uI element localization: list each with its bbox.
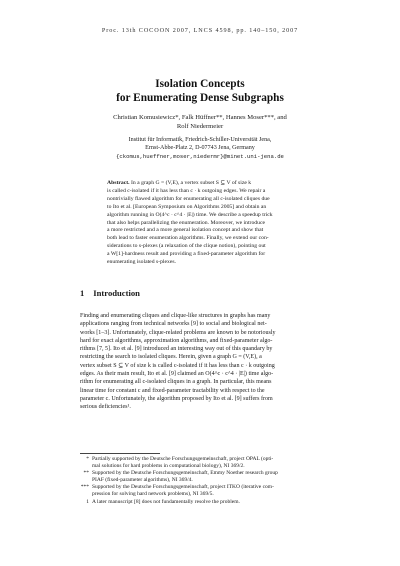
institute-line-1: Institut für Informatik, Friedrich-Schiller-Universität Jena, — [128, 137, 272, 143]
footnote: * Partially supported by the Deutsche Forschungsgemeinschaft, project OPAL (opti- mal solutions for hard problems in computational biology), NI 369/2. — [80, 456, 320, 470]
running-head: Proc. 13th COCOON 2007, LNCS 4598, pp. 140–150, 2007 — [101, 27, 299, 34]
abstract-line: enumerating isolated s-plexes. — [107, 259, 177, 266]
body-line: linear time for constant c and fixed-parameter tractability with respect to the — [80, 387, 265, 394]
paper-title — [0, 77, 400, 105]
footnote-mark: 1 — [86, 498, 89, 505]
body-line: serious deficiencies¹. — [80, 404, 131, 411]
abstract-line: both lead to faster enumeration algorithms. Finally, we extend our con- — [107, 235, 269, 242]
abstract-line: that also helps parallelizing the enumeration. Moreover, we introduce — [107, 219, 266, 226]
section-title: Introduction — [93, 288, 140, 298]
abstract-line: nontrivially flawed algorithm for enumerating all c-isolated cliques due — [107, 195, 270, 202]
body-line: vertex subset S ⊆ V of size k is called c-isolated if it has less than c · k outgoing — [80, 362, 275, 369]
abstract-line: Abstract. In a graph G = (V,E), a vertex subset S ⊆ V of size k — [107, 180, 252, 186]
abstract-line: a W[1]-hardness result and providing a fixed-parameter algorithm for — [107, 251, 266, 258]
body-line: edges. As their main result, Ito et al. [9] claimed an O(4^c · c^4 · |E|) time algo- — [80, 371, 274, 378]
title-line-2: for Enumerating Dense Subgraphs — [116, 92, 284, 104]
footnotes — [80, 456, 320, 506]
body-line: hard for exact algorithms, approximation algorithms, and fixed-parameter algo- — [80, 337, 273, 344]
body-line: applications ranging from technical networks [9] to social and biological net- — [80, 321, 267, 328]
abstract-line: to Ito et al. [European Symposium on Algorithms 2005] and obtain an — [107, 203, 267, 210]
author-emails: {ckomus,hueffner,moser,niedermr}@minet.uni-jena.de — [116, 152, 284, 160]
body-line: rithms [7, 5]. Ito et al. [9] introduced an interesting way out of this quandary by — [80, 346, 273, 353]
institute-line-2: Ernst-Abbe-Platz 2, D-07743 Jena, Germany — [145, 145, 255, 152]
abstract-line: algorithm running in O(4^c · c^4 · |E|) time. We describe a speedup trick — [107, 211, 273, 218]
footnote: *** Supported by the Deutsche Forschungsgemeinschaft, project ITKO (iterative com- pression for solving hard network problems), NI 369/5. — [80, 484, 274, 498]
introduction-text — [80, 312, 320, 412]
authors-line-2: Rolf Niedermeier — [176, 123, 224, 130]
body-line: works [1–3]. Unfortunately, clique-related problems are known to be notoriously — [80, 329, 276, 336]
author-list — [0, 113, 400, 131]
affiliation — [0, 136, 400, 161]
footnote-rule — [80, 453, 160, 454]
body-line: Finding and enumerating cliques and clique-like structures in graphs has many — [80, 313, 271, 319]
abstract-label: Abstract. — [107, 180, 130, 186]
authors-line-1: Christian Komusiewicz*, Falk Hüffner**, Hannes Moser***, and — [113, 114, 287, 121]
footnote-mark: * — [86, 456, 89, 462]
section-heading — [80, 288, 140, 298]
abstract-line: siderations to s-plexes (a relaxation of the clique notion), pointing out — [107, 243, 266, 250]
body-line: parameter c. Unfortunately, the algorithm proposed by Ito et al. [9] suffers from — [80, 395, 273, 402]
section-number: 1 — [80, 288, 85, 298]
footnote: ** Supported by the Deutsche Forschungsgemeinschaft, Emmy Noether research group PIAF (fixed-parameter algorithms), NI 369/4. — [80, 470, 320, 484]
abstract-line: is called c-isolated if it has less than c · k outgoing edges. We repair a — [107, 187, 266, 194]
body-line: restricting the search to isolated cliques. Herein, given a graph G = (V,E), a — [80, 354, 262, 361]
footnote: 1 A later manuscript [8] does not fundamentally resolve the problem. — [80, 499, 320, 506]
abstract-line: a more restricted and a more general isolation concept and show that — [107, 227, 264, 234]
footnote-mark: *** — [80, 484, 89, 491]
abstract — [107, 180, 297, 267]
title-line-1: Isolation Concepts — [155, 78, 245, 90]
footnote-mark: ** — [83, 470, 89, 477]
body-line: rithm for enumerating all c-isolated cliques in a graph. In particular, this means — [80, 379, 272, 386]
